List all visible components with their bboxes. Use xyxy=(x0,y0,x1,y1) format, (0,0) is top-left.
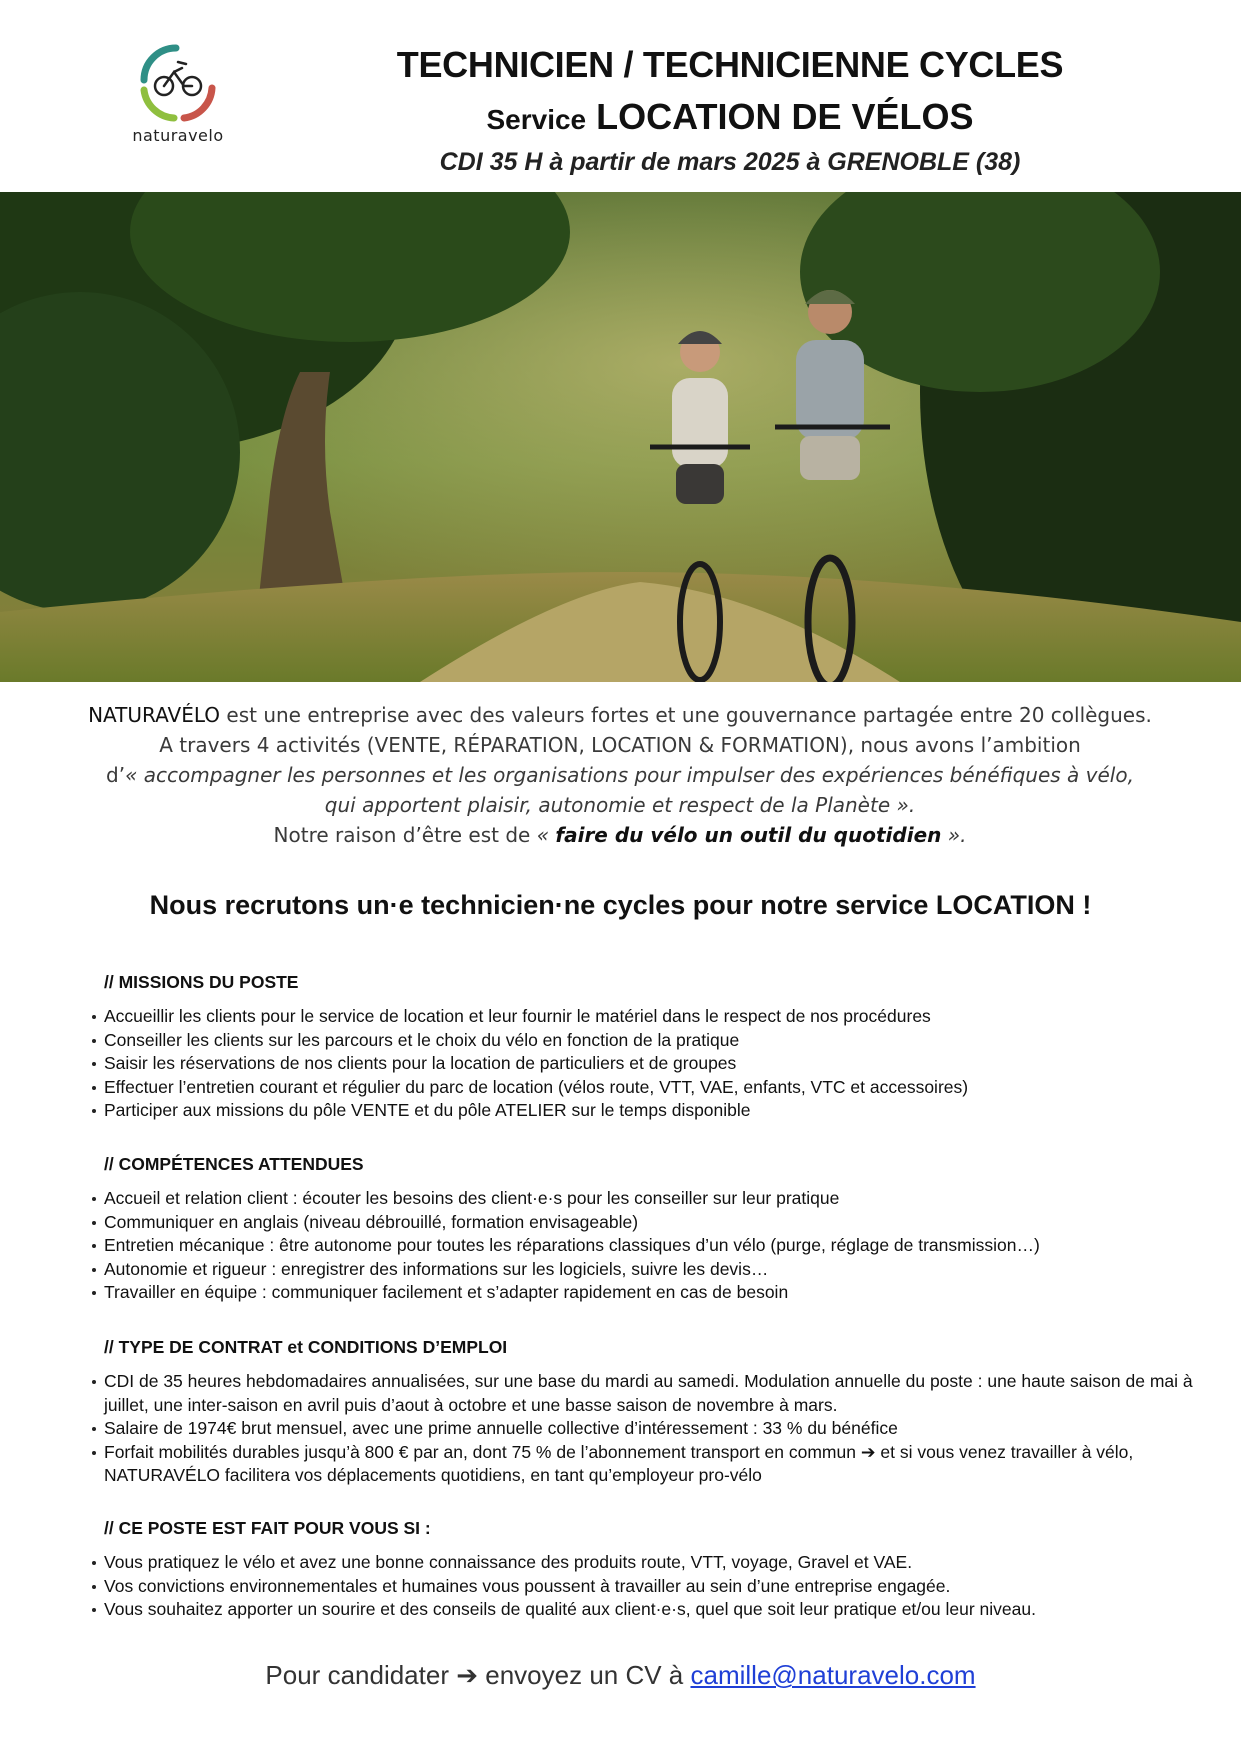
naturavelo-logo xyxy=(128,42,228,154)
page-subtitle xyxy=(330,96,1130,138)
email-link[interactable]: camille@naturavelo.com xyxy=(690,1660,976,1690)
list-item: CDI de 35 heures hebdomadaires annualisées, sur une base du mardi au samedi. Modulation annuelle du poste : une haute saison de mai à juillet, une inter-saison en avril puis d’aout à octobre et une basse saison de novembre à mars. xyxy=(88,1370,1198,1417)
list-item: Accueillir les clients pour le service de location et leur fournir le matériel dans le respect de nos procédures xyxy=(88,1005,1198,1029)
list-item: Conseiller les clients sur les parcours et le choix du vélo en fonction de la pratique xyxy=(88,1029,1198,1053)
company-intro xyxy=(60,700,1180,850)
intro-line-3-prefix: d’ xyxy=(106,763,126,787)
skills-list xyxy=(88,1187,1198,1305)
intro-line-1 xyxy=(60,700,1180,730)
list-item: Effectuer l’entretien courant et régulier du parc de location (vélos route, VTT, VAE, enfants, VTC et accessoires) xyxy=(88,1076,1198,1100)
bicycle-icon xyxy=(138,42,218,124)
apply-prefix: Pour candidater xyxy=(265,1660,449,1690)
missions-list xyxy=(88,1005,1198,1123)
page-title: TECHNICIEN / TECHNICIENNE CYCLES xyxy=(396,44,1064,85)
list-item: Vos convictions environnementales et humaines vous poussent à travailler au sein d’une entreprise engagée. xyxy=(88,1575,1198,1599)
list-item: Salaire de 1974€ brut mensuel, avec une prime annuelle collective d’intéressement : 33 % du bénéfice xyxy=(88,1417,1198,1441)
arrow-right-icon: ➔ xyxy=(456,1661,479,1691)
subtitle-main: LOCATION DE VÉLOS xyxy=(596,96,974,137)
apply-line xyxy=(0,1660,1241,1691)
list-item: Travailler en équipe : communiquer facilement et s’adapter rapidement en cas de besoin xyxy=(88,1281,1198,1305)
quote-close: ». xyxy=(941,823,967,847)
profile-list xyxy=(88,1551,1198,1622)
intro-line-5 xyxy=(60,820,1180,850)
brand-name: NATURAVÉLO xyxy=(88,703,221,727)
purpose-statement: faire du vélo un outil du quotidien xyxy=(555,823,942,847)
list-item: Accueil et relation client : écouter les besoins des client·e·s pour les conseiller sur leur pratique xyxy=(88,1187,1198,1211)
section-title-contract: // TYPE DE CONTRAT et CONDITIONS D’EMPLOI xyxy=(104,1337,508,1357)
hero-photo-cyclists xyxy=(0,192,1241,682)
quote-open: « xyxy=(536,823,556,847)
section-title-profile: // CE POSTE EST FAIT POUR VOUS SI : xyxy=(104,1518,431,1538)
list-item: Vous souhaitez apporter un sourire et des conseils de qualité aux client·e·s, quel que soit leur pratique et/ou leur niveau. xyxy=(88,1598,1198,1622)
contract-line: CDI 35 H à partir de mars 2025 à GRENOBLE (38) xyxy=(439,148,1021,176)
list-item: Participer aux missions du pôle VENTE et du pôle ATELIER sur le temps disponible xyxy=(88,1099,1198,1123)
list-item: Autonomie et rigueur : enregistrer des informations sur les logiciels, suivre les devis… xyxy=(88,1258,1198,1282)
list-item: Communiquer en anglais (niveau débrouillé, formation envisageable) xyxy=(88,1211,1198,1235)
apply-middle: envoyez un CV à xyxy=(485,1660,684,1690)
list-item: Saisir les réservations de nos clients pour la location de particuliers et de groupes xyxy=(88,1052,1198,1076)
intro-quote-part-1: « accompagner les personnes et les organisations pour impulser des expériences bénéfiques à vélo, xyxy=(125,763,1134,787)
intro-line-5-prefix: Notre raison d’être est de xyxy=(273,823,537,847)
recruit-heading: Nous recrutons un·e technicien·ne cycles pour notre service LOCATION ! xyxy=(149,890,1092,920)
intro-quote-part-2: qui apportent plaisir, autonomie et respect de la Planète ». xyxy=(324,793,916,817)
intro-line-2: A travers 4 activités (VENTE, RÉPARATION, LOCATION & FORMATION), nous avons l’ambition xyxy=(159,733,1081,757)
intro-line-3 xyxy=(60,760,1180,790)
list-item: Vous pratiquez le vélo et avez une bonne connaissance des produits route, VTT, voyage, Gravel et VAE. xyxy=(88,1551,1198,1575)
list-item: Entretien mécanique : être autonome pour toutes les réparations classiques d’un vélo (purge, réglage de transmission…) xyxy=(88,1234,1198,1258)
intro-line-1-text: est une entreprise avec des valeurs fortes et une gouvernance partagée entre 20 collègues. xyxy=(220,703,1152,727)
logo-text: naturavelo xyxy=(132,126,224,145)
contract-list xyxy=(88,1370,1198,1488)
list-item: Forfait mobilités durables jusqu’à 800 € par an, dont 75 % de l’abonnement transport en commun ➔ et si vous venez travailler à vélo, NATURAVÉLO facilitera vos déplacements quotidiens, en tant qu’employeur pro-vélo xyxy=(88,1441,1198,1488)
section-title-skills: // COMPÉTENCES ATTENDUES xyxy=(104,1154,364,1174)
section-title-missions: // MISSIONS DU POSTE xyxy=(104,972,299,992)
subtitle-prefix: Service xyxy=(486,104,587,135)
